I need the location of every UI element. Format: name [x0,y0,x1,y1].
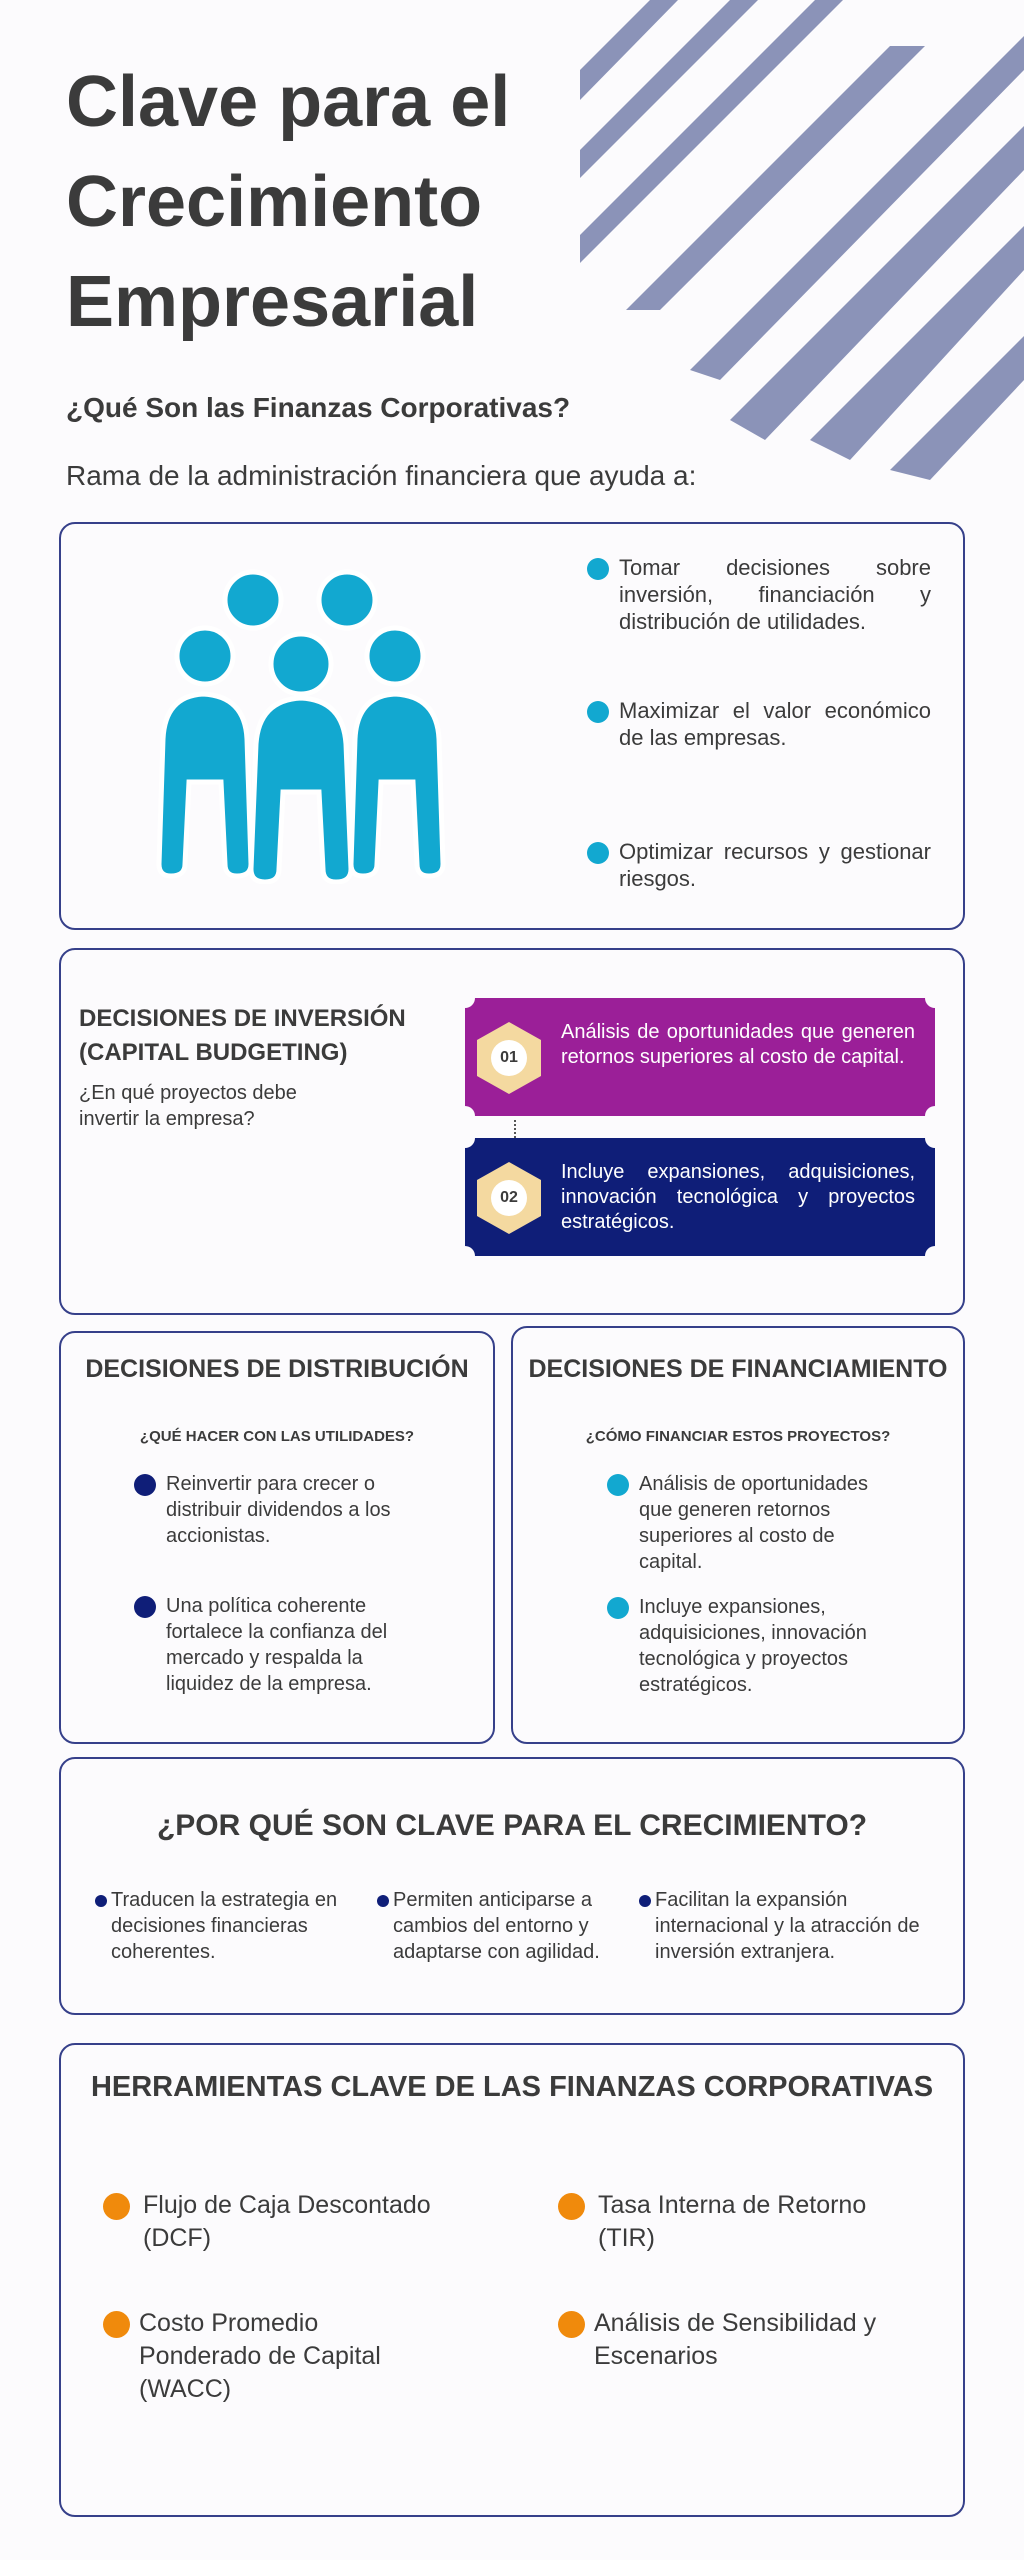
tool-item: Análisis de Sensibilidad y Escenarios [558,2307,888,2373]
decorative-striped-circle [580,0,1024,490]
tool-item: Costo Promedio Ponderado de Capital (WACC) [103,2307,433,2406]
why-item: Permiten anticiparse a cambios del entorno y adaptarse con agilidad. [377,1887,613,1965]
page-title: Clave para el Crecimiento Empresarial [66,62,511,342]
tools-title: HERRAMIENTAS CLAVE DE LAS FINANZAS CORPORATIVAS [90,2071,934,2103]
investment-step [465,998,935,1116]
why-title: ¿POR QUÉ SON CLAVE PARA EL CRECIMIENTO? [156,1809,868,1842]
why-item: Traducen la estrategia en decisiones financieras coherentes. [95,1887,345,1965]
investment-heading: DECISIONES DE INVERSIÓN (CAPITAL BUDGETING) [79,1005,406,1066]
bullet-dot-icon [377,1895,389,1907]
financing-heading: DECISIONES DE FINANCIAMIENTO [528,1355,948,1383]
distribution-card [59,1331,495,1744]
step-number: 02 [500,1189,518,1206]
financing-item: Análisis de oportunidades que generen retornos superiores al costo de capital. [607,1471,887,1575]
why-card [59,1757,965,2015]
distribution-item: Una política coherente fortalece la confianza del mercado y respalda la liquidez de la empresa. [134,1593,434,1697]
investment-step [465,1138,935,1256]
tool-item: Tasa Interna de Retorno (TIR) [558,2189,888,2255]
distribution-item: Reinvertir para crecer o distribuir dividendos a los accionistas. [134,1471,434,1549]
financing-card [511,1326,965,1744]
bullet-dot-icon [103,2193,130,2220]
page-subtitle: ¿Qué Son las Finanzas Corporativas? [66,392,571,423]
investment-card [59,948,965,1315]
bullet-dot-icon [587,701,609,723]
investment-question: ¿En qué proyectos debe invertir la empresa? [79,1082,297,1130]
bullet-dot-icon [607,1474,629,1496]
tool-item: Flujo de Caja Descontado (DCF) [103,2189,433,2255]
bullet-dot-icon [103,2311,130,2338]
bullet-dot-icon [134,1474,156,1496]
financing-question: ¿CÓMO FINANCIAR ESTOS PROYECTOS? [585,1428,891,1445]
why-item: Facilitan la expansión internacional y la atracción de inversión extranjera. [639,1887,939,1965]
bullet-dot-icon [558,2311,585,2338]
bullet-dot-icon [95,1895,107,1907]
distribution-question: ¿QUÉ HACER CON LAS UTILIDADES? [139,1428,415,1445]
financing-item: Incluye expansiones, adquisiciones, innovación tecnológica y proyectos estratégicos. [607,1594,887,1698]
bullet-dot-icon [134,1596,156,1618]
bullet-dot-icon [587,842,609,864]
bullet-dot-icon [587,558,609,580]
function-item: Maximizar el valor económico de las empresas. [587,697,931,751]
bullet-dot-icon [607,1597,629,1619]
functions-card [59,522,965,930]
distribution-heading: DECISIONES DE DISTRIBUCIÓN [85,1355,469,1383]
step-number: 01 [500,1049,518,1066]
bullet-dot-icon [558,2193,585,2220]
function-item: Optimizar recursos y gestionar riesgos. [587,838,931,892]
function-item: Tomar decisiones sobre inversión, financiación y distribución de utilidades. [587,554,931,635]
step-text: Análisis de oportunidades que generen retornos superiores al costo de capital. [561,1021,915,1068]
bullet-dot-icon [639,1895,651,1907]
people-group-icon [141,564,461,884]
tools-card [59,2043,965,2517]
intro-text: Rama de la administración financiera que ayuda a: [66,460,697,491]
step-text: Incluye expansiones, adquisiciones, innovación tecnológica y proyectos estratégicos. [561,1161,915,1233]
